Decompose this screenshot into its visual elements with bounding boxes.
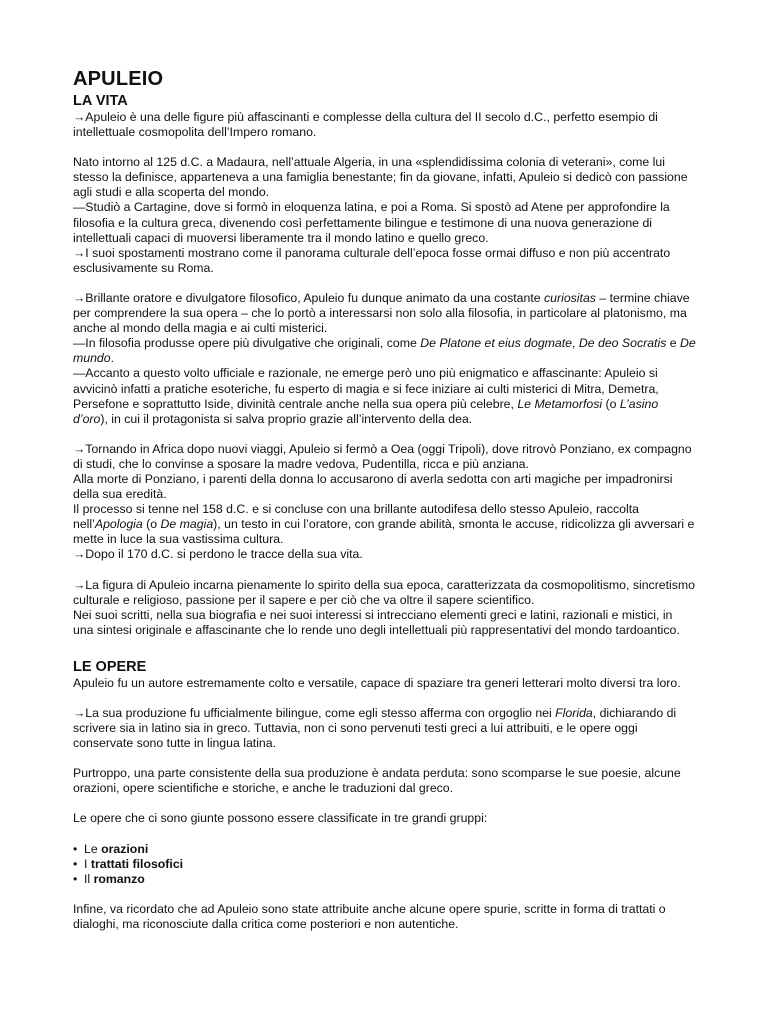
vita-paragraph: —Studiò a Cartagine, dove si formò in eloquenza latina, e poi a Roma. Si spostò ad Atene per approfondire la filosofia e la cultura greca, divenendo così perfettamente bilingue e testimone di una nuova generazione di intellettuali capaci di muoversi liberamente tra il mondo latino e quello greco. <box>73 200 670 245</box>
vita-paragraph: Nei suoi scritti, nella sua biografia e nei suoi interessi si intrecciano elementi greci e latini, razionali e mistici, in una sintesi originale e affascinante che lo rende uno degli intellettuali più rappresentativi del mondo tardoantico. <box>73 607 680 637</box>
section-heading-vita: LA VITA <box>73 93 128 109</box>
list-item: • Il romanzo <box>73 872 696 887</box>
opere-paragraph: Purtroppo, una parte consistente della sua produzione è andata perduta: sono scomparse le sue poesie, alcune orazioni, opere scientifiche e storiche, e anche le traduzioni dal greco. <box>73 766 681 796</box>
opere-paragraph: →La sua produzione fu ufficialmente bilingue, come egli stesso afferma con orgoglio nei Florida, dichiarando di scrivere sia in latino sia in greco. Tuttavia, non ci sono pervenuti testi greci a lui attribuiti, e le opere oggi conservate sono tutte in lingua latina. <box>73 706 677 751</box>
works-list <box>73 842 696 887</box>
vita-paragraph: →La figura di Apuleio incarna pienamente lo spirito della sua epoca, caratterizzata da cosmopolitismo, sincretismo culturale e religioso, passione per il sapere e per ciò che va oltre il sapere scientifico. <box>73 577 696 607</box>
vita-paragraph: →Apuleio è una delle figure più affascinanti e complesse della cultura del II secolo d.C., perfetto esempio di intellettuale cosmopolita dell’Impero romano. <box>73 110 658 140</box>
vita-paragraph: —Accanto a questo volto ufficiale e razionale, ne emerge però uno più enigmatico e affascinante: Apuleio si avvicinò infatti a pratiche esoteriche, fu esperto di magia e si fece iniziare ai culti misterici di Mitra, Demetra, Persefone e soprattutto Iside, divinità centrale anche nella sua opera più celebre, Le Metamorfosi (o L’asino d’oro), in cui il protagonista si salva proprio grazie all’intervento della dea. <box>73 366 659 426</box>
vita-paragraph: →I suoi spostamenti mostrano come il panorama culturale dell’epoca fosse ormai diffuso e non più accentrato esclusivamente su Roma. <box>73 245 671 275</box>
vita-paragraph: Alla morte di Ponziano, i parenti della donna lo accusarono di averla sedotta con arti magiche per impadronirsi della sua eredità. <box>73 471 673 502</box>
vita-paragraph: Nato intorno al 125 d.C. a Madaura, nell’attuale Algeria, in una «splendidissima colonia di veterani», come lui stesso la definisce, apparteneva a una famiglia benestante; fin da giovane, infatti, Apuleio si dedicò con passione agli studi e alla scoperta del mondo. <box>73 155 688 200</box>
vita-paragraph: →Dopo il 170 d.C. si perdono le tracce della sua vita. <box>73 547 363 562</box>
vita-paragraph: Il processo si tenne nel 158 d.C. e si concluse con una brillante autodifesa dello stesso Apuleio, raccolta nell’Apologia (o De magia), un testo in cui l’oratore, con grande abilità, smonta le accuse, ridicolizza gli avversari e mette in luce la sua vastissima cultura. <box>73 502 695 547</box>
vita-paragraph: →Brillante oratore e divulgatore filosofico, Apuleio fu dunque animato da una costante curiositas – termine chiave per comprendere la sua opera – che lo portò a interessarsi non solo alla filosofia, in particolare al platonismo, ma anche al mondo della magia e ai culti misterici. <box>73 290 690 336</box>
vita-paragraph: —In filosofia produsse opere più divulgative che originali, come De Platone et eius dogmate, De deo Socratis e De mundo. <box>73 336 696 366</box>
document-title: APULEIO <box>73 68 164 90</box>
opere-paragraph: Apuleio fu un autore estremamente colto e versatile, capace di spaziare tra generi letterari molto diversi tra loro. <box>73 675 681 690</box>
list-item: • I trattati filosofici <box>73 857 696 872</box>
section-heading-opere: LE OPERE <box>73 658 147 675</box>
opere-paragraph: Infine, va ricordato che ad Apuleio sono state attribuite anche alcune opere spurie, scritte in forma di trattati o dialoghi, ma riconosciute dalla critica come posteriori e non autentiche. <box>73 901 666 931</box>
list-item: • Le orazioni <box>73 842 696 857</box>
vita-paragraph: →Tornando in Africa dopo nuovi viaggi, Apuleio si fermò a Oea (oggi Tripoli), dove ritrovò Ponziano, ex compagno di studi, che lo convinse a sposare la madre vedova, Pudentilla, ricca e più anziana. <box>73 441 692 471</box>
opere-paragraph: Le opere che ci sono giunte possono essere classificate in tre grandi gruppi: <box>73 811 488 826</box>
